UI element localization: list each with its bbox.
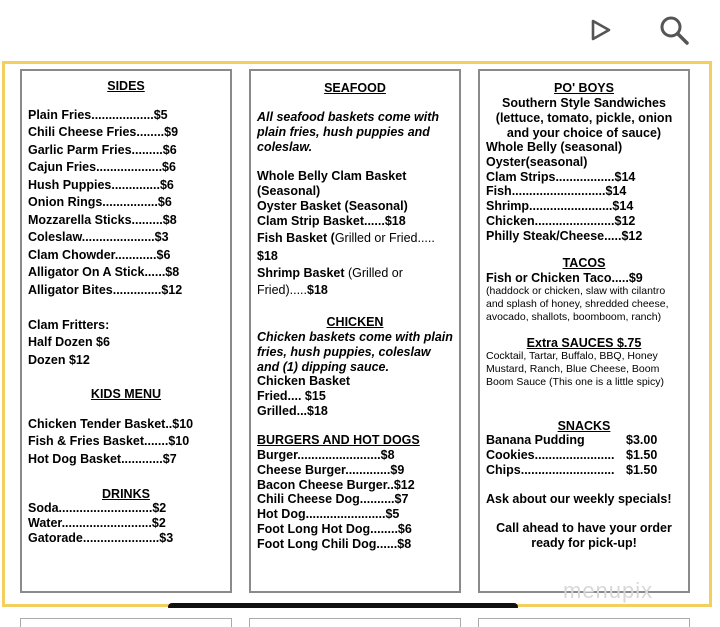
menu-column-sides (20, 69, 232, 593)
menu-item: Chicken Basket (257, 374, 351, 388)
menu-item: Alligator Bites..............$12 (28, 283, 183, 297)
watermark-logo: menupix (563, 578, 654, 603)
menu-item: Bacon Cheese Burger..$12 (257, 478, 415, 492)
menu-item: Grilled...$18 (257, 404, 328, 418)
menu-item: Coleslaw.....................$3 (28, 230, 169, 244)
menu-item (257, 283, 328, 298)
seafood-note: All seafood baskets come with (257, 110, 439, 124)
burgers-heading: BURGERS AND HOT DOGS (257, 433, 420, 447)
fish-basket-option: Grilled or Fried..... (334, 231, 435, 245)
menu-item: Clam Strips.................$14 (486, 170, 636, 184)
shrimp-basket-option: (Grilled or (344, 266, 403, 280)
kids-menu-heading: KIDS MENU (90, 387, 162, 401)
weekly-specials-note: Ask about our weekly specials! (486, 492, 672, 506)
top-toolbar (0, 0, 720, 60)
menu-item: Half Dozen $6 (28, 335, 110, 349)
seafood-note: coleslaw. (257, 140, 313, 154)
menu-item: Chicken Tender Basket..$10 (28, 417, 194, 431)
menu-item: Cajun Fries...................$6 (28, 160, 176, 174)
menu-item: Oyster(seasonal) (486, 155, 588, 169)
menu-item (257, 231, 435, 246)
menu-item: Gatorade......................$3 (28, 531, 174, 545)
pickup-note: Call ahead to have your order (496, 521, 672, 535)
menu-item: Oyster Basket (Seasonal) (257, 199, 408, 213)
sauces-heading: Extra SAUCES $.75 (526, 336, 642, 350)
menu-item: Whole Belly Clam Basket (257, 169, 407, 183)
chicken-heading: CHICKEN (326, 315, 384, 329)
snack-name: Chips........................... (486, 463, 615, 477)
menu-item: Water..........................$2 (28, 516, 166, 530)
menu-item: Shrimp........................$14 (486, 199, 634, 213)
shrimp-basket-option: Fried)..... (257, 283, 308, 297)
menu-item: Fish & Fries Basket.......$10 (28, 434, 190, 448)
menu-item: Clam Strip Basket......$18 (257, 214, 406, 228)
snack-name: Cookies....................... (486, 448, 615, 462)
menu-item: Chicken.......................$12 (486, 214, 636, 228)
menu-item: Hush Puppies..............$6 (28, 178, 174, 192)
sauces-description: Mustard, Ranch, Blue Cheese, Boom (486, 363, 660, 375)
menu-item: Onion Rings................$6 (28, 195, 172, 209)
chicken-note: and (1) dipping sauce. (257, 360, 389, 374)
snack-price: $1.50 (626, 463, 658, 477)
menu-item: Soda...........................$2 (28, 501, 167, 515)
menu-item-price: $18 (257, 249, 278, 263)
menu-item: Chili Cheese Fries........$9 (28, 125, 179, 139)
chicken-note: fries, hush puppies, coleslaw (257, 345, 431, 359)
shrimp-basket-price: $18 (307, 283, 328, 297)
tacos-heading: TACOS (562, 256, 606, 270)
menu-item (257, 266, 403, 281)
menu-item: Plain Fries..................$5 (28, 108, 168, 122)
menu-item: Cheese Burger.............$9 (257, 463, 405, 477)
search-icon[interactable] (658, 14, 690, 46)
next-page-column (20, 618, 232, 627)
play-icon[interactable] (588, 18, 612, 42)
shrimp-basket-name: Shrimp Basket (257, 266, 345, 280)
seafood-heading: SEAFOOD (324, 81, 386, 95)
menu-item: Clam Chowder............$6 (28, 248, 171, 262)
poboys-subtitle: Southern Style Sandwiches (502, 96, 666, 110)
menu-item: Dozen $12 (28, 353, 90, 367)
next-page-column (478, 618, 690, 627)
menu-item: Foot Long Hot Dog........$6 (257, 522, 412, 536)
menu-column-seafood (249, 69, 461, 593)
menu-item: Mozzarella Sticks.........$8 (28, 213, 177, 227)
menu-item: Chili Cheese Dog..........$7 (257, 492, 409, 506)
sides-heading: SIDES (107, 79, 145, 93)
menu-item: Philly Steak/Cheese.....$12 (486, 229, 643, 243)
poboys-subtitle: and your choice of sauce) (506, 126, 662, 140)
sauces-description: Boom Sauce (This one is a little spicy) (486, 376, 664, 388)
menu-item: Burger........................$8 (257, 448, 395, 462)
drinks-heading: DRINKS (102, 487, 150, 501)
menu-item: Whole Belly (seasonal) (486, 140, 623, 154)
menu-item: Fish...........................$14 (486, 184, 627, 198)
next-page-column (249, 618, 461, 627)
menu-item: Foot Long Chili Dog......$8 (257, 537, 412, 551)
chicken-note: Chicken baskets come with plain (257, 330, 453, 344)
poboys-heading: PO' BOYS (554, 81, 614, 95)
tacos-description: (haddock or chicken, slaw with cilantro (486, 285, 666, 297)
menu-item: Clam Fritters: (28, 318, 110, 332)
menu-item: Alligator On A Stick......$8 (28, 265, 180, 279)
menu-item: Hot Dog Basket............$7 (28, 452, 177, 466)
menu-item: Fish or Chicken Taco.....$9 (486, 271, 643, 285)
snacks-heading: SNACKS (557, 419, 611, 433)
poboys-subtitle: (lettuce, tomato, pickle, onion (495, 111, 673, 125)
fish-basket-name: Fish Basket ( (257, 231, 335, 245)
tacos-description: and splash of honey, shredded cheese, (486, 298, 669, 310)
menu-item: Hot Dog.......................$5 (257, 507, 400, 521)
menu-column-poboys (478, 69, 690, 593)
tacos-description: avocado, shallots, boomboom, ranch) (486, 311, 662, 323)
menu-item: (Seasonal) (257, 184, 321, 198)
snack-price: $1.50 (626, 448, 658, 462)
menu-item: Fried.... $15 (257, 389, 326, 403)
menu-item: Garlic Parm Fries.........$6 (28, 143, 177, 157)
sauces-description: Cocktail, Tartar, Buffalo, BBQ, Honey (486, 350, 658, 362)
pickup-note: ready for pick-up! (531, 536, 637, 550)
snack-price: $3.00 (626, 433, 658, 447)
seafood-note: plain fries, hush puppies and (257, 125, 430, 139)
next-page-strip (0, 608, 720, 625)
snack-name: Banana Pudding (486, 433, 585, 447)
